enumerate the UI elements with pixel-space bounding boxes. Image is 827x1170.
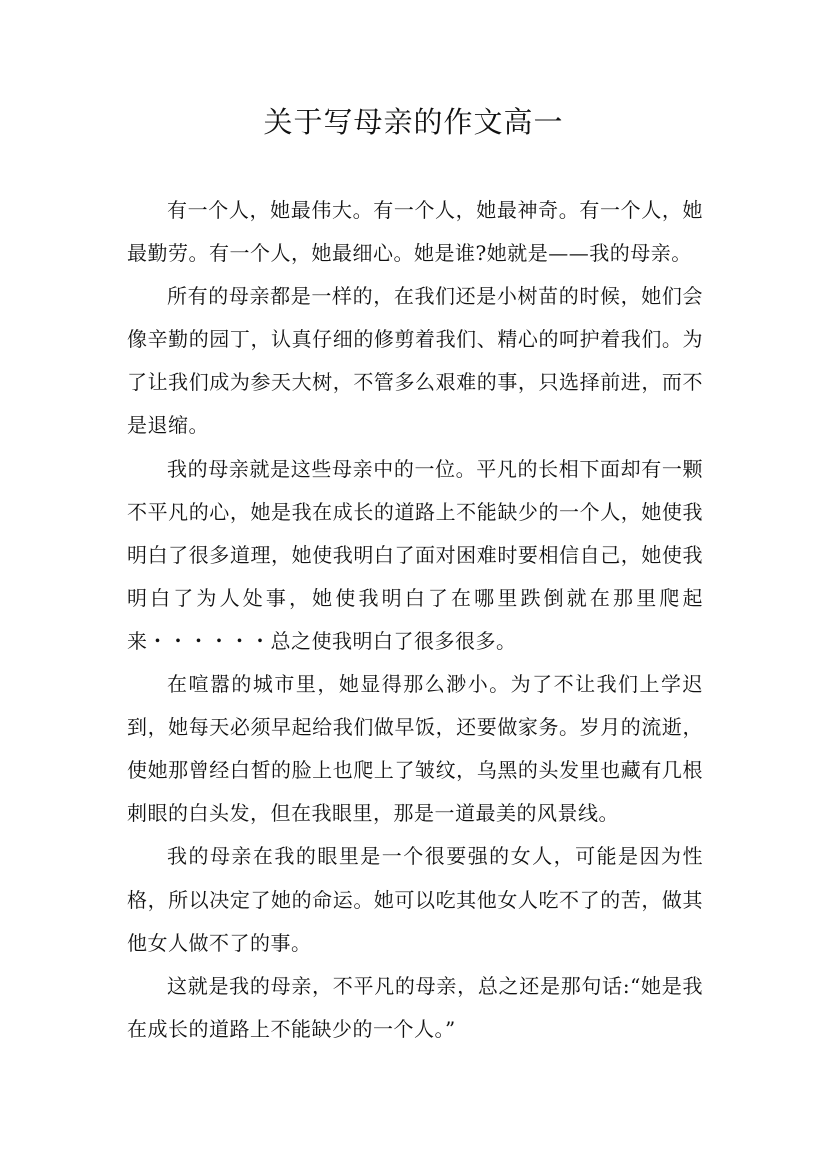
paragraph: 所有的母亲都是一样的，在我们还是小树苗的时候，她们会像辛勤的园丁，认真仔细的修剪着我们、精心的呵护着我们。为了让我们成为参天大树，不管多么艰难的事，只选择前进，而不是退缩。 <box>127 284 703 438</box>
paragraph: 我的母亲在我的眼里是一个很要强的女人，可能是因为性格，所以决定了她的命运。她可以吃其他女人吃不了的苦，做其他女人做不了的事。 <box>127 844 703 955</box>
paragraph: 在喧嚣的城市里，她显得那么渺小。为了不让我们上学迟到，她每天必须早起给我们做早饭，还要做家务。岁月的流逝，使她那曾经白皙的脸上也爬上了皱纹，乌黑的头发里也藏有几根刺眼的白头发，但在我眼里，那是一道最美的风景线。 <box>127 672 703 826</box>
document-body <box>127 189 703 1051</box>
paragraph: 这就是我的母亲，不平凡的母亲，总之还是那句话:“她是我在成长的道路上不能缺少的一个人。” <box>127 973 703 1041</box>
document-title: 关于写母亲的作文高一 <box>263 105 564 139</box>
paragraph: 我的母亲就是这些母亲中的一位。平凡的长相下面却有一颗不平凡的心，她是我在成长的道路上不能缺少的一个人，她使我明白了很多道理，她使我明白了面对困难时要相信自己，她使我明白了为人处事，她使我明白了在哪里跌倒就在那里爬起来・・・・・・总之使我明白了很多很多。 <box>127 456 703 653</box>
paragraph: 有一个人，她最伟大。有一个人，她最神奇。有一个人，她最勤劳。有一个人，她最细心。她是谁?她就是——我的母亲。 <box>127 198 703 266</box>
